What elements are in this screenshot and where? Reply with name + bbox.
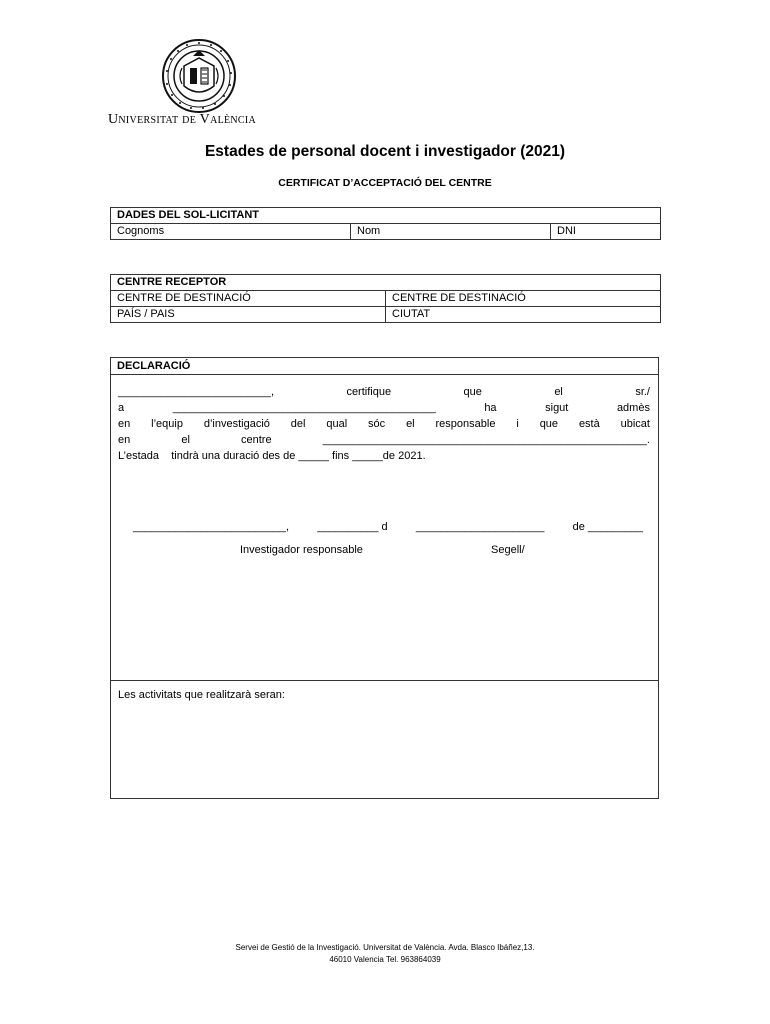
- year-blank[interactable]: de _________: [572, 521, 643, 533]
- footer-line-1: Servei de Gestió de la Investigació. Universitat de València. Avda. Blasco Ibáñez,13.: [235, 943, 535, 952]
- declaration-line-3: [118, 416, 650, 432]
- word: qual: [326, 418, 348, 430]
- word: centre: [241, 434, 272, 446]
- centre-blank[interactable]: _____________________________________________________.: [322, 434, 650, 446]
- word: l’equip: [151, 418, 183, 430]
- declaration-line-1: [118, 384, 650, 400]
- country-field[interactable]: PAÍS / PAIS: [111, 307, 386, 323]
- stay-duration-text: L’estada tindrà una duració des de _____ fins _____de 2021.: [118, 450, 426, 462]
- word: certifique: [346, 386, 392, 398]
- destination-centre-field-2[interactable]: CENTRE DE DESTINACIÓ: [386, 291, 661, 307]
- word: admès: [616, 402, 650, 414]
- word: en: [118, 418, 131, 430]
- place-blank[interactable]: _________________________,: [133, 521, 289, 533]
- certifier-name-blank[interactable]: _________________________,: [118, 386, 274, 398]
- word: sigut: [545, 402, 569, 414]
- applicant-table: [110, 207, 661, 240]
- page-footer: [0, 942, 770, 966]
- word: que: [463, 386, 482, 398]
- declaration-line-4: [118, 432, 650, 448]
- declaration-line-2: [118, 400, 650, 416]
- declaration-line-5: [118, 448, 650, 464]
- word: a: [118, 402, 125, 414]
- declaration-heading: DECLARACIÓ: [111, 358, 658, 375]
- word: sr./: [635, 386, 650, 398]
- activities-label: Les activitats que realitzarà seran:: [118, 689, 285, 701]
- city-field[interactable]: CIUTAT: [386, 307, 661, 323]
- name-field[interactable]: Nom: [351, 224, 551, 240]
- university-logo: [108, 38, 298, 130]
- declaration-divider: [111, 680, 658, 681]
- destination-centre-field[interactable]: CENTRE DE DESTINACIÓ: [111, 291, 386, 307]
- word: i: [516, 418, 519, 430]
- university-seal-icon: [160, 38, 238, 114]
- applicant-heading: DADES DEL SOL-LICITANT: [111, 208, 661, 224]
- word: sóc: [368, 418, 386, 430]
- dni-field[interactable]: DNI: [551, 224, 661, 240]
- word: del: [290, 418, 306, 430]
- university-name: Universitat de València: [108, 112, 257, 127]
- seal-label: Segell/: [491, 544, 525, 556]
- surname-field[interactable]: Cognoms: [111, 224, 351, 240]
- month-blank[interactable]: _____________________: [415, 521, 545, 533]
- word: està: [578, 418, 600, 430]
- document-subtitle: CERTIFICAT D’ACCEPTACIÓ DEL CENTRE: [278, 177, 492, 189]
- word: el: [554, 386, 563, 398]
- word: el: [181, 434, 190, 446]
- signature-place-date-line: [133, 521, 643, 533]
- word: d’investigació: [203, 418, 270, 430]
- word: ubicat: [620, 418, 650, 430]
- receiving-centre-table: [110, 274, 661, 323]
- receiving-centre-heading: CENTRE RECEPTOR: [111, 275, 661, 291]
- signer-label: Investigador responsable: [240, 544, 363, 556]
- day-blank[interactable]: __________ d: [317, 521, 388, 533]
- declaration-text: [118, 384, 650, 464]
- word: que: [539, 418, 559, 430]
- footer-line-2: 46010 Valencia Tel. 963864039: [329, 955, 441, 964]
- word: el: [406, 418, 415, 430]
- document-title: Estades de personal docent i investigador (2021): [204, 143, 566, 160]
- declaration-box: [110, 357, 659, 799]
- word: responsable: [435, 418, 496, 430]
- applicant-name-blank[interactable]: ___________________________________________: [172, 402, 436, 414]
- word: en: [118, 434, 131, 446]
- word: ha: [484, 402, 497, 414]
